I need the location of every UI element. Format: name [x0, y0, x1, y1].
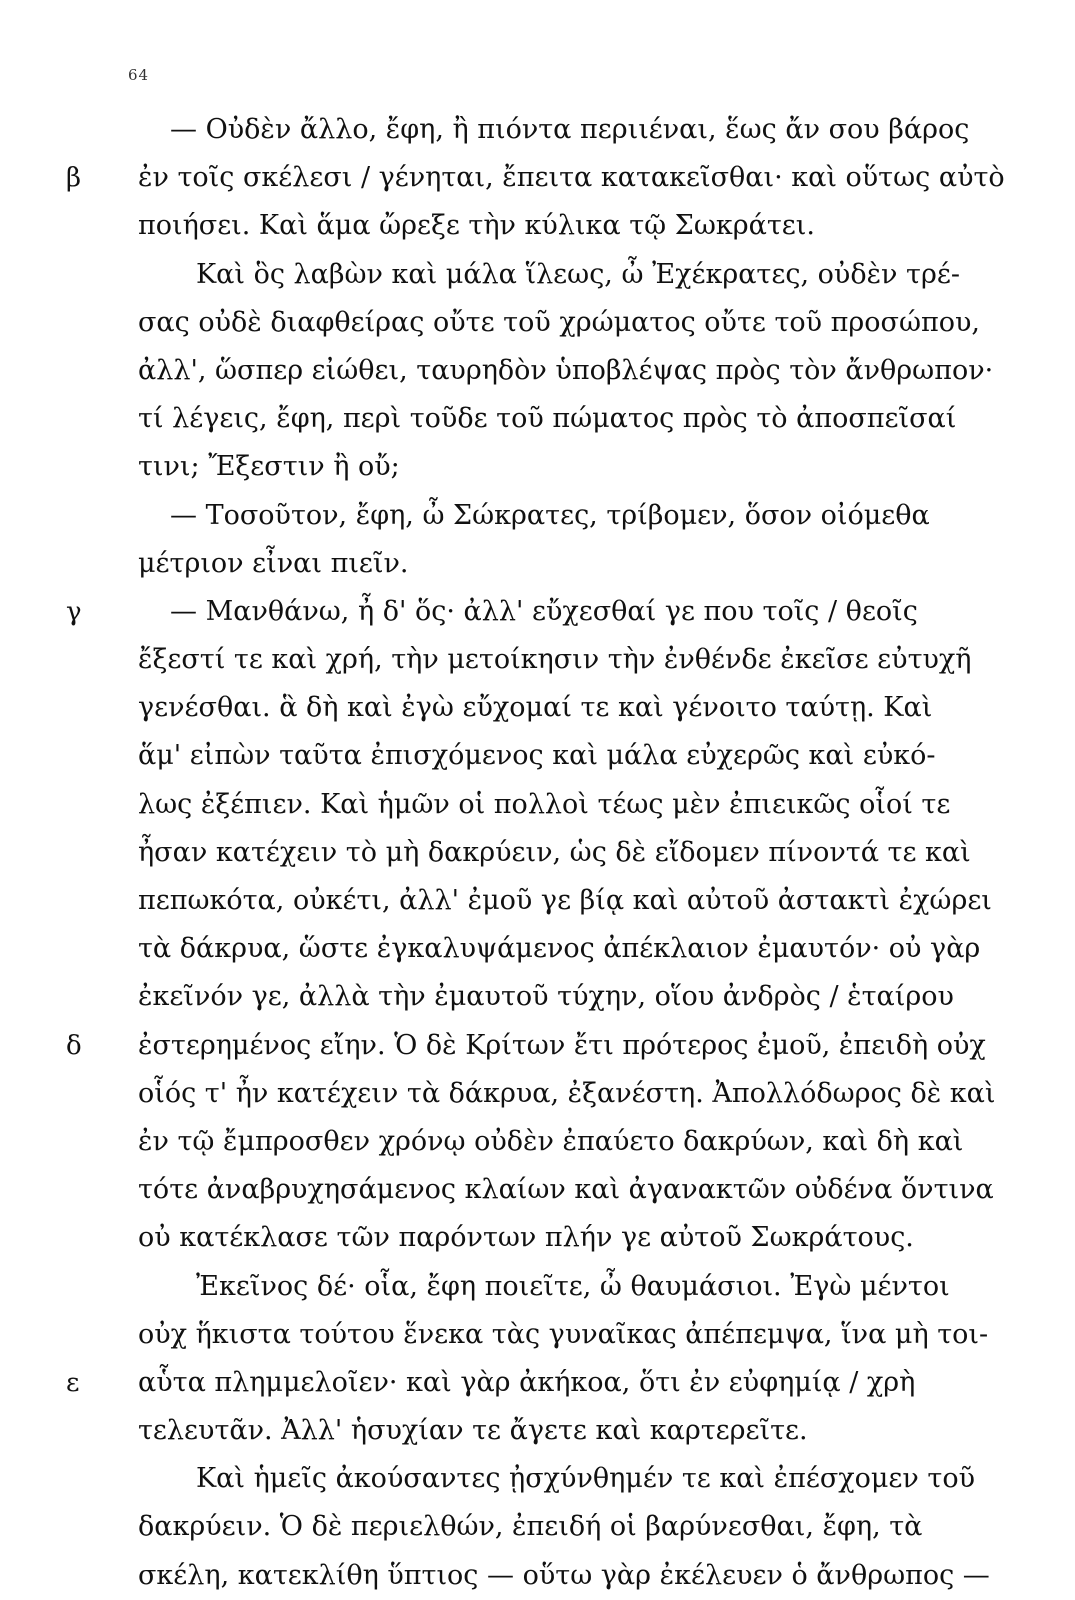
- line-text: ἐστερημένος εἴην. Ὁ δὲ Κρίτων ἔτι πρότερος ἐμοῦ, ἐπειδὴ οὐχ: [138, 1029, 986, 1061]
- text-line: [138, 1070, 996, 1118]
- line-text: ἐν τῷ ἔμπροσθεν χρόνῳ οὐδὲν ἐπαύετο δακρύων, καὶ δὴ καὶ: [138, 1125, 964, 1157]
- text-line: [138, 1407, 988, 1455]
- line-text: λως ἐξέπιεν. Καὶ ἡμῶν οἱ πολλοὶ τέως μὲν ἐπιεικῶς οἷοί τε: [138, 788, 951, 820]
- line-text: μέτριον εἶναι πιεῖν.: [138, 547, 409, 579]
- line-text: δακρύειν. Ὁ δὲ περιελθών, ἐπειδή οἱ βαρύνεσθαι, ἔφη, τὰ: [138, 1511, 923, 1543]
- line-text: ἅμ' εἰπὼν ταῦτα ἐπισχόμενος καὶ μάλα εὐχερῶς καὶ εὐκό-: [138, 740, 936, 772]
- line-text: οὐχ ἥκιστα τούτου ἕνεκα τὰς γυναῖκας ἀπέπεμψα, ἵνα μὴ τοι-: [138, 1318, 989, 1350]
- text-line: [138, 251, 988, 299]
- text-line: [66, 154, 1005, 202]
- line-text: οἷός τ' ἦν κατέχειν τὰ δάκρυα, ἐξανέστη. Ἀπολλόδωρος δὲ καὶ: [138, 1077, 996, 1109]
- line-text: Ἐκεῖνος δέ· οἷα, ἔφη ποιεῖτε, ὦ θαυμάσιοι. Ἐγὼ μέντοι: [196, 1270, 950, 1302]
- text-line: [138, 492, 988, 540]
- line-text: γενέσθαι. ἃ δὴ καὶ ἐγὼ εὔχομαί τε καὶ γένοιτο ταύτῃ. Καὶ: [138, 692, 933, 724]
- text-line: [138, 347, 994, 395]
- line-text: — Τοσοῦτον, ἔφη, ὦ Σώκρατες, τρίβομεν, ὅσον οἰόμεθα: [170, 499, 930, 531]
- text-line: [138, 684, 988, 732]
- text-line: [66, 1359, 988, 1407]
- text-line: [138, 781, 988, 829]
- text-line: [138, 1455, 988, 1503]
- text-line: [138, 973, 988, 1021]
- line-text: σας οὐδὲ διαφθείρας οὔτε τοῦ χρώματος οὔτε τοῦ προσώπου,: [138, 306, 980, 338]
- text-line: [138, 1118, 988, 1166]
- line-text: ποιήσει. Καὶ ἅμα ὤρεξε τὴν κύλικα τῷ Σωκράτει.: [138, 210, 815, 242]
- text-line: [138, 1503, 988, 1551]
- page-number: 64: [128, 66, 150, 84]
- line-text: τὰ δάκρυα, ὥστε ἐγκαλυψάμενος ἀπέκλαιον ἐμαυτόν· οὐ γὰρ: [138, 933, 981, 965]
- line-text: τί λέγεις, ἔφη, περὶ τοῦδε τοῦ πώματος πρὸς τὸ ἀποσπεῖσαί: [138, 403, 957, 435]
- line-text: αὗτα πλημμελοῖεν· καὶ γὰρ ἀκήκοα, ὅτι ἐν εὐφημίᾳ / χρὴ: [138, 1366, 916, 1398]
- text-line: [138, 829, 988, 877]
- text-line: [138, 636, 988, 684]
- text-line: [138, 299, 988, 347]
- text-line: [138, 1552, 988, 1600]
- line-text: πεπωκότα, οὐκέτι, ἀλλ' ἐμοῦ γε βίᾳ καὶ αὐτοῦ ἀστακτὶ ἐχώρει: [138, 885, 992, 916]
- line-text: τελευτᾶν. Ἀλλ' ἡσυχίαν τε ἄγετε καὶ καρτερεῖτε.: [138, 1415, 808, 1447]
- line-text: ἐν τοῖς σκέλεσι / γένηται, ἔπειτα κατακεῖσθαι· καὶ οὕτως αὐτὸ: [138, 162, 1005, 194]
- text-line: [138, 925, 988, 973]
- margin-section-letter: β: [66, 163, 82, 194]
- line-text: ἦσαν κατέχειν τὸ μὴ δακρύειν, ὡς δὲ εἴδομεν πίνοντά τε καὶ: [138, 836, 971, 868]
- line-text: ἔξεστί τε καὶ χρή, τὴν μετοίκησιν τὴν ἐνθένδε ἐκεῖσε εὐτυχῆ: [138, 644, 972, 676]
- line-text: οὐ κατέκλασε τῶν παρόντων πλήν γε αὐτοῦ Σωκράτους.: [138, 1222, 914, 1254]
- text-line: [138, 732, 988, 780]
- line-text: σκέλη, κατεκλίθη ὕπτιος — οὕτω γὰρ ἐκέλευεν ὁ ἄνθρωπος —: [138, 1559, 990, 1591]
- text-line: [138, 395, 988, 443]
- line-text: Καὶ ὃς λαβὼν καὶ μάλα ἵλεως, ὦ Ἐχέκρατες, οὐδὲν τρέ-: [196, 258, 960, 290]
- line-text: τινι; Ἔξεστιν ἢ οὔ;: [138, 451, 400, 483]
- line-text: — Οὐδὲν ἄλλο, ἔφη, ἢ πιόντα περιιέναι, ἕως ἄν σου βάρος: [170, 114, 970, 145]
- text-line: [66, 588, 988, 636]
- line-text: ἀλλ', ὥσπερ εἰώθει, ταυρηδὸν ὑποβλέψας πρὸς τὸν ἄνθρωπον·: [138, 354, 994, 386]
- body-text: [66, 106, 1005, 1600]
- text-line: [138, 1263, 988, 1311]
- text-line: [138, 202, 988, 250]
- line-text: τότε ἀναβρυχησάμενος κλαίων καὶ ἀγανακτῶν οὐδένα ὅντινα: [138, 1174, 994, 1206]
- margin-section-letter: ε: [66, 1367, 80, 1398]
- margin-section-letter: δ: [66, 1030, 82, 1061]
- text-line: [138, 1311, 988, 1359]
- text-line: [138, 1214, 988, 1262]
- text-line: [138, 877, 992, 925]
- text-line: [138, 443, 988, 491]
- line-text: ἐκεῖνόν γε, ἀλλὰ τὴν ἐμαυτοῦ τύχην, οἵου ἀνδρὸς / ἑταίρου: [138, 981, 954, 1013]
- margin-section-letter: γ: [66, 596, 82, 627]
- text-line: [138, 540, 988, 588]
- line-text: — Μανθάνω, ἦ δ' ὅς· ἀλλ' εὔχεσθαί γε που τοῖς / θεοῖς: [170, 595, 918, 627]
- text-line: [66, 1022, 988, 1070]
- text-line: [138, 1166, 994, 1214]
- line-text: Καὶ ἡμεῖς ἀκούσαντες ᾐσχύνθημέν τε καὶ ἐπέσχομεν τοῦ: [196, 1463, 976, 1495]
- text-line: [138, 106, 988, 154]
